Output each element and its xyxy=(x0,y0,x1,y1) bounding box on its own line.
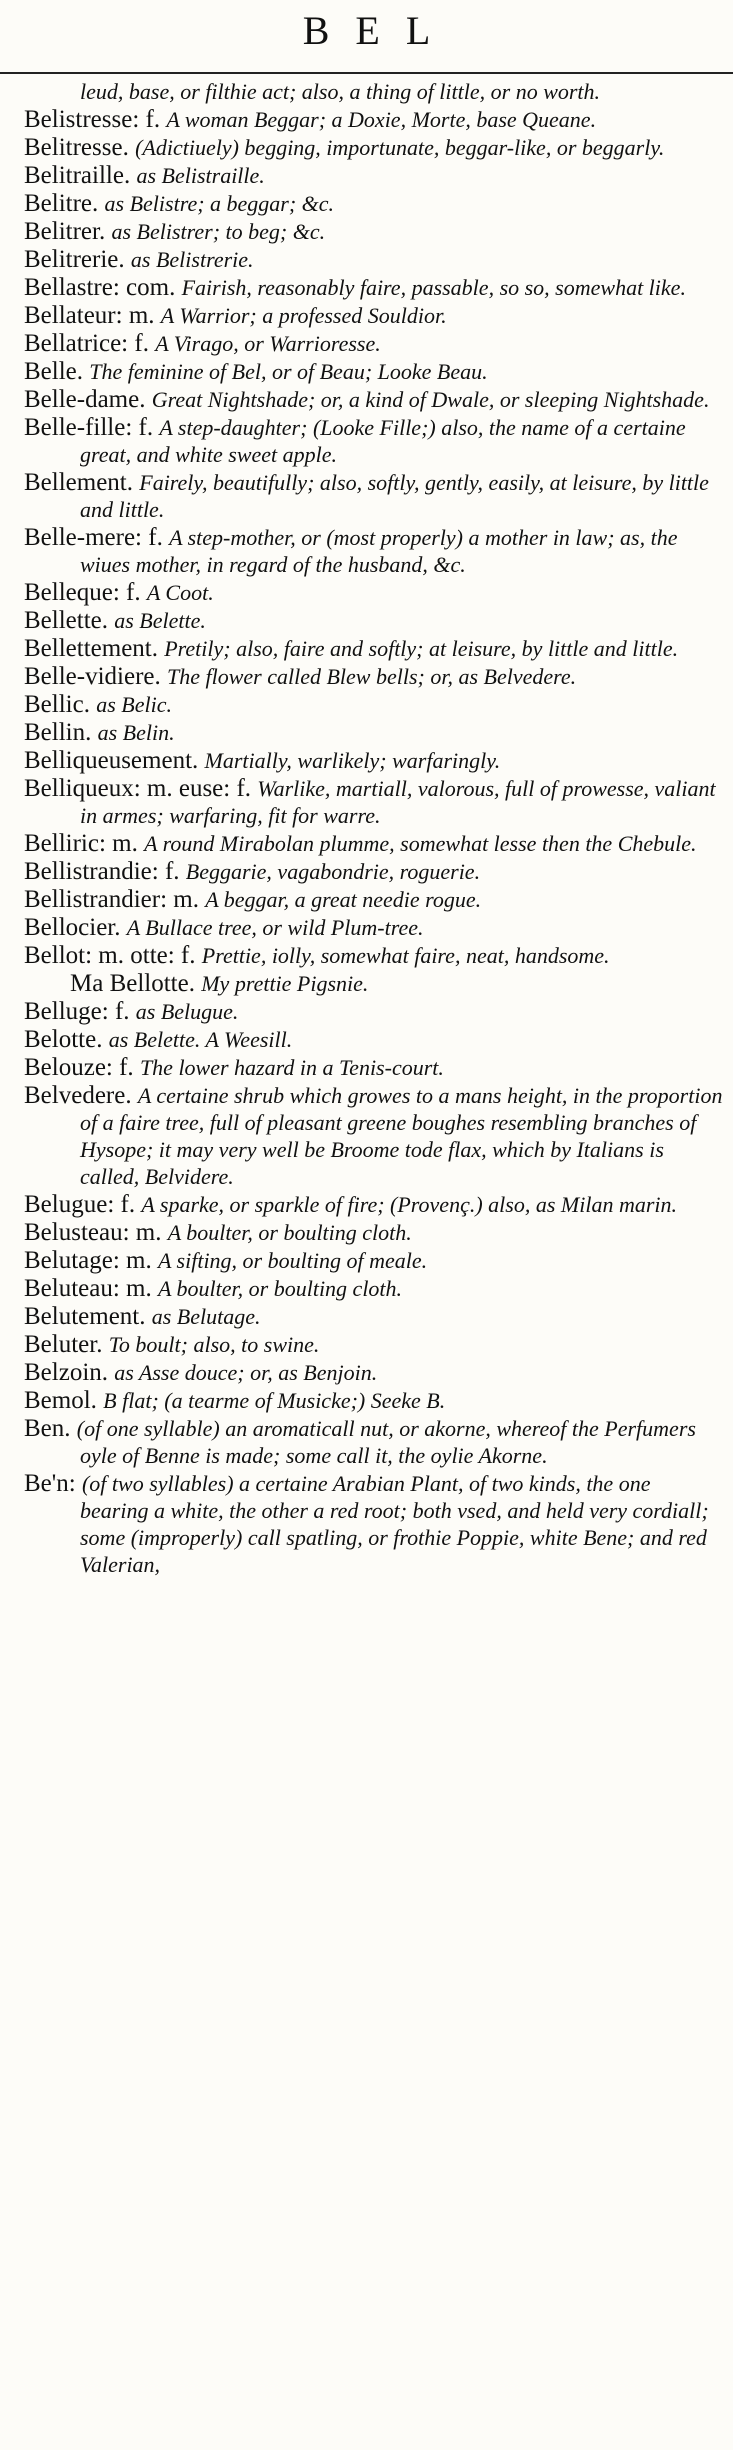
dictionary-entry xyxy=(24,830,724,857)
entry-definition: as Belistraille. xyxy=(136,163,265,188)
entry-headword: Belitrer. xyxy=(24,218,112,245)
entry-definition: The flower called Blew bells; or, as Belvedere. xyxy=(167,664,577,689)
entry-definition: A sifting, or boulting of meale. xyxy=(158,1248,428,1273)
entry-definition: Beggarie, vagabondrie, roguerie. xyxy=(185,859,481,884)
dictionary-entry xyxy=(24,970,724,997)
dictionary-entry xyxy=(24,524,724,578)
running-title: BEL xyxy=(302,8,457,53)
entry-definition: A boulter, or boulting cloth. xyxy=(158,1276,403,1301)
entry-headword: Belle-fille: f. xyxy=(24,414,160,441)
dictionary-entry xyxy=(24,358,724,385)
entry-headword: Belitraille. xyxy=(24,162,137,189)
entry-definition: The lower hazard in a Tenis-court. xyxy=(139,1055,444,1080)
entry-definition: as Asse douce; or, as Benjoin. xyxy=(114,1360,378,1385)
entry-definition: A step-daughter; (Looke Fille;) also, the name of a certaine great, and white sweet apple. xyxy=(80,415,686,467)
dictionary-entry xyxy=(24,607,724,634)
entry-definition: Warlike, martiall, valorous, full of prowesse, valiant in armes; warfaring, fit for warre. xyxy=(80,776,716,828)
entry-definition: (of two syllables) a certaine Arabian Plant, of two kinds, the one bearing a white, the other a red root; both vsed, and held very cordiall; some (improperly) call spatling, or frothie Poppie, white Bene; and red Valerian, xyxy=(80,1471,709,1577)
dictionary-entry xyxy=(24,1191,724,1218)
entry-definition: as Belin. xyxy=(97,720,175,745)
dictionary-entry xyxy=(24,78,724,105)
entry-definition: A round Mirabolan plumme, somewhat lesse then the Chebule. xyxy=(144,831,697,856)
entry-headword: Be'n: xyxy=(24,1470,82,1497)
entry-definition: The feminine of Bel, or of Beau; Looke Beau. xyxy=(89,359,488,384)
entry-definition: as Belistrerie. xyxy=(130,247,254,272)
entry-definition: as Belette. xyxy=(114,608,206,633)
dictionary-entry xyxy=(24,1054,724,1081)
dictionary-entry xyxy=(24,190,724,217)
entry-headword: Bellocier. xyxy=(24,914,127,941)
dictionary-entry xyxy=(24,218,724,245)
entry-definition: A certaine shrub which growes to a mans height, in the proportion of a faire tree, full of pleasant greene boughes resembling branches of Hysope; it may very well be Broome tode flax, which by Italians is called, Belvidere. xyxy=(80,1083,723,1189)
entry-definition: Prettie, iolly, somewhat faire, neat, handsome. xyxy=(201,943,610,968)
entry-definition: My prettie Pigsnie. xyxy=(201,971,369,996)
entry-headword: Belutement. xyxy=(24,1303,152,1330)
entry-headword: Belle. xyxy=(24,358,90,385)
entry-definition: A sparke, or sparkle of fire; (Provenç.) also, as Milan marin. xyxy=(141,1192,678,1217)
entry-headword: Belliqueusement. xyxy=(24,747,205,774)
dictionary-entry xyxy=(24,1470,724,1578)
entry-definition: Great Nightshade; or, a kind of Dwale, or sleeping Nightshade. xyxy=(151,387,710,412)
dictionary-entry xyxy=(24,330,724,357)
entry-definition: A Warrior; a professed Souldior. xyxy=(160,303,447,328)
dictionary-entry xyxy=(24,775,724,829)
dictionary-entry xyxy=(24,469,724,523)
dictionary-entry xyxy=(24,386,724,413)
entry-headword: Belle-mere: f. xyxy=(24,524,170,551)
entry-headword: Belugue: f. xyxy=(24,1191,142,1218)
entry-definition: A Bullace tree, or wild Plum-tree. xyxy=(126,915,424,940)
entry-headword: Belitresse. xyxy=(24,134,136,161)
dictionary-entry xyxy=(24,1219,724,1246)
entry-definition: Pretily; also, faire and softly; at leisure, by little and little. xyxy=(164,636,679,661)
entry-headword: Belvedere. xyxy=(24,1082,138,1109)
entry-definition: Fairish, reasonably faire, passable, so so, somewhat like. xyxy=(181,275,686,300)
dictionary-entry xyxy=(24,106,724,133)
dictionary-entry xyxy=(24,246,724,273)
dictionary-entry xyxy=(24,942,724,969)
entry-headword: Belleque: f. xyxy=(24,579,147,606)
dictionary-entry xyxy=(24,134,724,161)
dictionary-entry xyxy=(24,1026,724,1053)
entry-headword: Belutage: m. xyxy=(24,1247,158,1274)
entry-headword: Belzoin. xyxy=(24,1359,115,1386)
entry-definition: B flat; (a tearme of Musicke;) Seeke B. xyxy=(103,1388,446,1413)
dictionary-entry xyxy=(24,274,724,301)
entry-headword: Bemol. xyxy=(24,1387,104,1414)
entry-definition: as Belette. A Weesill. xyxy=(108,1027,293,1052)
dictionary-entry xyxy=(24,635,724,662)
dictionary-entry xyxy=(24,1359,724,1386)
dictionary-entry xyxy=(24,691,724,718)
entry-definition: A step-mother, or (most properly) a mother in law; as, the wiues mother, in regard of the husband, &c. xyxy=(80,525,678,577)
entry-headword: Belliric: m. xyxy=(24,830,145,857)
entry-definition: leud, base, or filthie act; also, a thing of little, or no worth. xyxy=(80,79,601,104)
entry-definition: A Coot. xyxy=(146,580,214,605)
dictionary-entry xyxy=(24,1303,724,1330)
entry-headword: Bellateur: m. xyxy=(24,302,161,329)
dictionary-entry xyxy=(24,719,724,746)
dictionary-entry xyxy=(24,162,724,189)
entry-headword: Bellot: m. otte: f. xyxy=(24,942,202,969)
entry-definition: as Belutage. xyxy=(151,1304,261,1329)
dictionary-entry xyxy=(24,663,724,690)
entry-definition: (Adictiuely) begging, importunate, beggar-like, or beggarly. xyxy=(135,135,665,160)
dictionary-entry xyxy=(24,1331,724,1358)
entry-definition: To boult; also, to swine. xyxy=(108,1332,320,1357)
entry-headword: Belluge: f. xyxy=(24,998,136,1025)
entry-headword: Bellistrandier: m. xyxy=(24,886,206,913)
entry-headword: Bellin. xyxy=(24,719,98,746)
entry-headword: Belitrerie. xyxy=(24,246,131,273)
entry-headword: Bellettement. xyxy=(24,635,165,662)
dictionary-entry xyxy=(24,1387,724,1414)
dictionary-entry xyxy=(24,886,724,913)
entry-headword: Belitre. xyxy=(24,190,105,217)
entry-definition: A boulter, or boulting cloth. xyxy=(167,1220,412,1245)
entry-list xyxy=(24,78,724,1579)
entry-definition: (of one syllable) an aromaticall nut, or akorne, whereof the Perfumers oyle of Benne is made; some call it, the oylie Akorne. xyxy=(76,1416,696,1468)
header-rule xyxy=(0,72,733,74)
entry-headword: Belistresse: f. xyxy=(24,106,167,133)
dictionary-entry xyxy=(24,914,724,941)
entry-headword: Beluter. xyxy=(24,1331,109,1358)
entry-definition: Fairely, beautifully; also, softly, gently, easily, at leisure, by little and little. xyxy=(80,470,709,522)
entry-definition: as Belugue. xyxy=(135,999,239,1024)
dictionary-entry xyxy=(24,1082,724,1190)
entry-headword: Belusteau: m. xyxy=(24,1219,168,1246)
entry-headword: Bellic. xyxy=(24,691,97,718)
dictionary-entry xyxy=(24,414,724,468)
dictionary-entry xyxy=(24,1275,724,1302)
entry-definition: A woman Beggar; a Doxie, Morte, base Queane. xyxy=(166,107,597,132)
entry-headword: Bellette. xyxy=(24,607,115,634)
dictionary-entry xyxy=(24,579,724,606)
entry-headword: Belle-vidiere. xyxy=(24,663,167,690)
entry-definition: Martially, warlikely; warfaringly. xyxy=(204,748,501,773)
dictionary-entry xyxy=(24,858,724,885)
entry-headword: Bellastre: com. xyxy=(24,274,182,301)
entry-headword: Belotte. xyxy=(24,1026,109,1053)
dictionary-entry xyxy=(24,302,724,329)
entry-definition: A Virago, or Warrioresse. xyxy=(155,331,381,356)
entry-headword: Bellatrice: f. xyxy=(24,330,156,357)
dictionary-entry xyxy=(24,998,724,1025)
dictionary-entry xyxy=(24,747,724,774)
entry-definition: as Belistrer; to beg; &c. xyxy=(111,219,326,244)
entry-definition: A beggar, a great needie rogue. xyxy=(205,887,482,912)
entry-headword: Bellistrandie: f. xyxy=(24,858,186,885)
entry-definition: as Belistre; a beggar; &c. xyxy=(104,191,335,216)
entry-headword: Beluteau: m. xyxy=(24,1275,158,1302)
entry-headword: Belle-dame. xyxy=(24,386,152,413)
entry-definition: as Belic. xyxy=(96,692,172,717)
dictionary-entry xyxy=(24,1247,724,1274)
dictionary-entry xyxy=(24,1415,724,1469)
entry-headword: Belouze: f. xyxy=(24,1054,140,1081)
entry-headword: Bellement. xyxy=(24,469,140,496)
entry-headword: Ma Bellotte. xyxy=(70,970,202,997)
entry-headword: Belliqueux: m. euse: f. xyxy=(24,775,258,802)
entry-headword: Ben. xyxy=(24,1415,77,1442)
